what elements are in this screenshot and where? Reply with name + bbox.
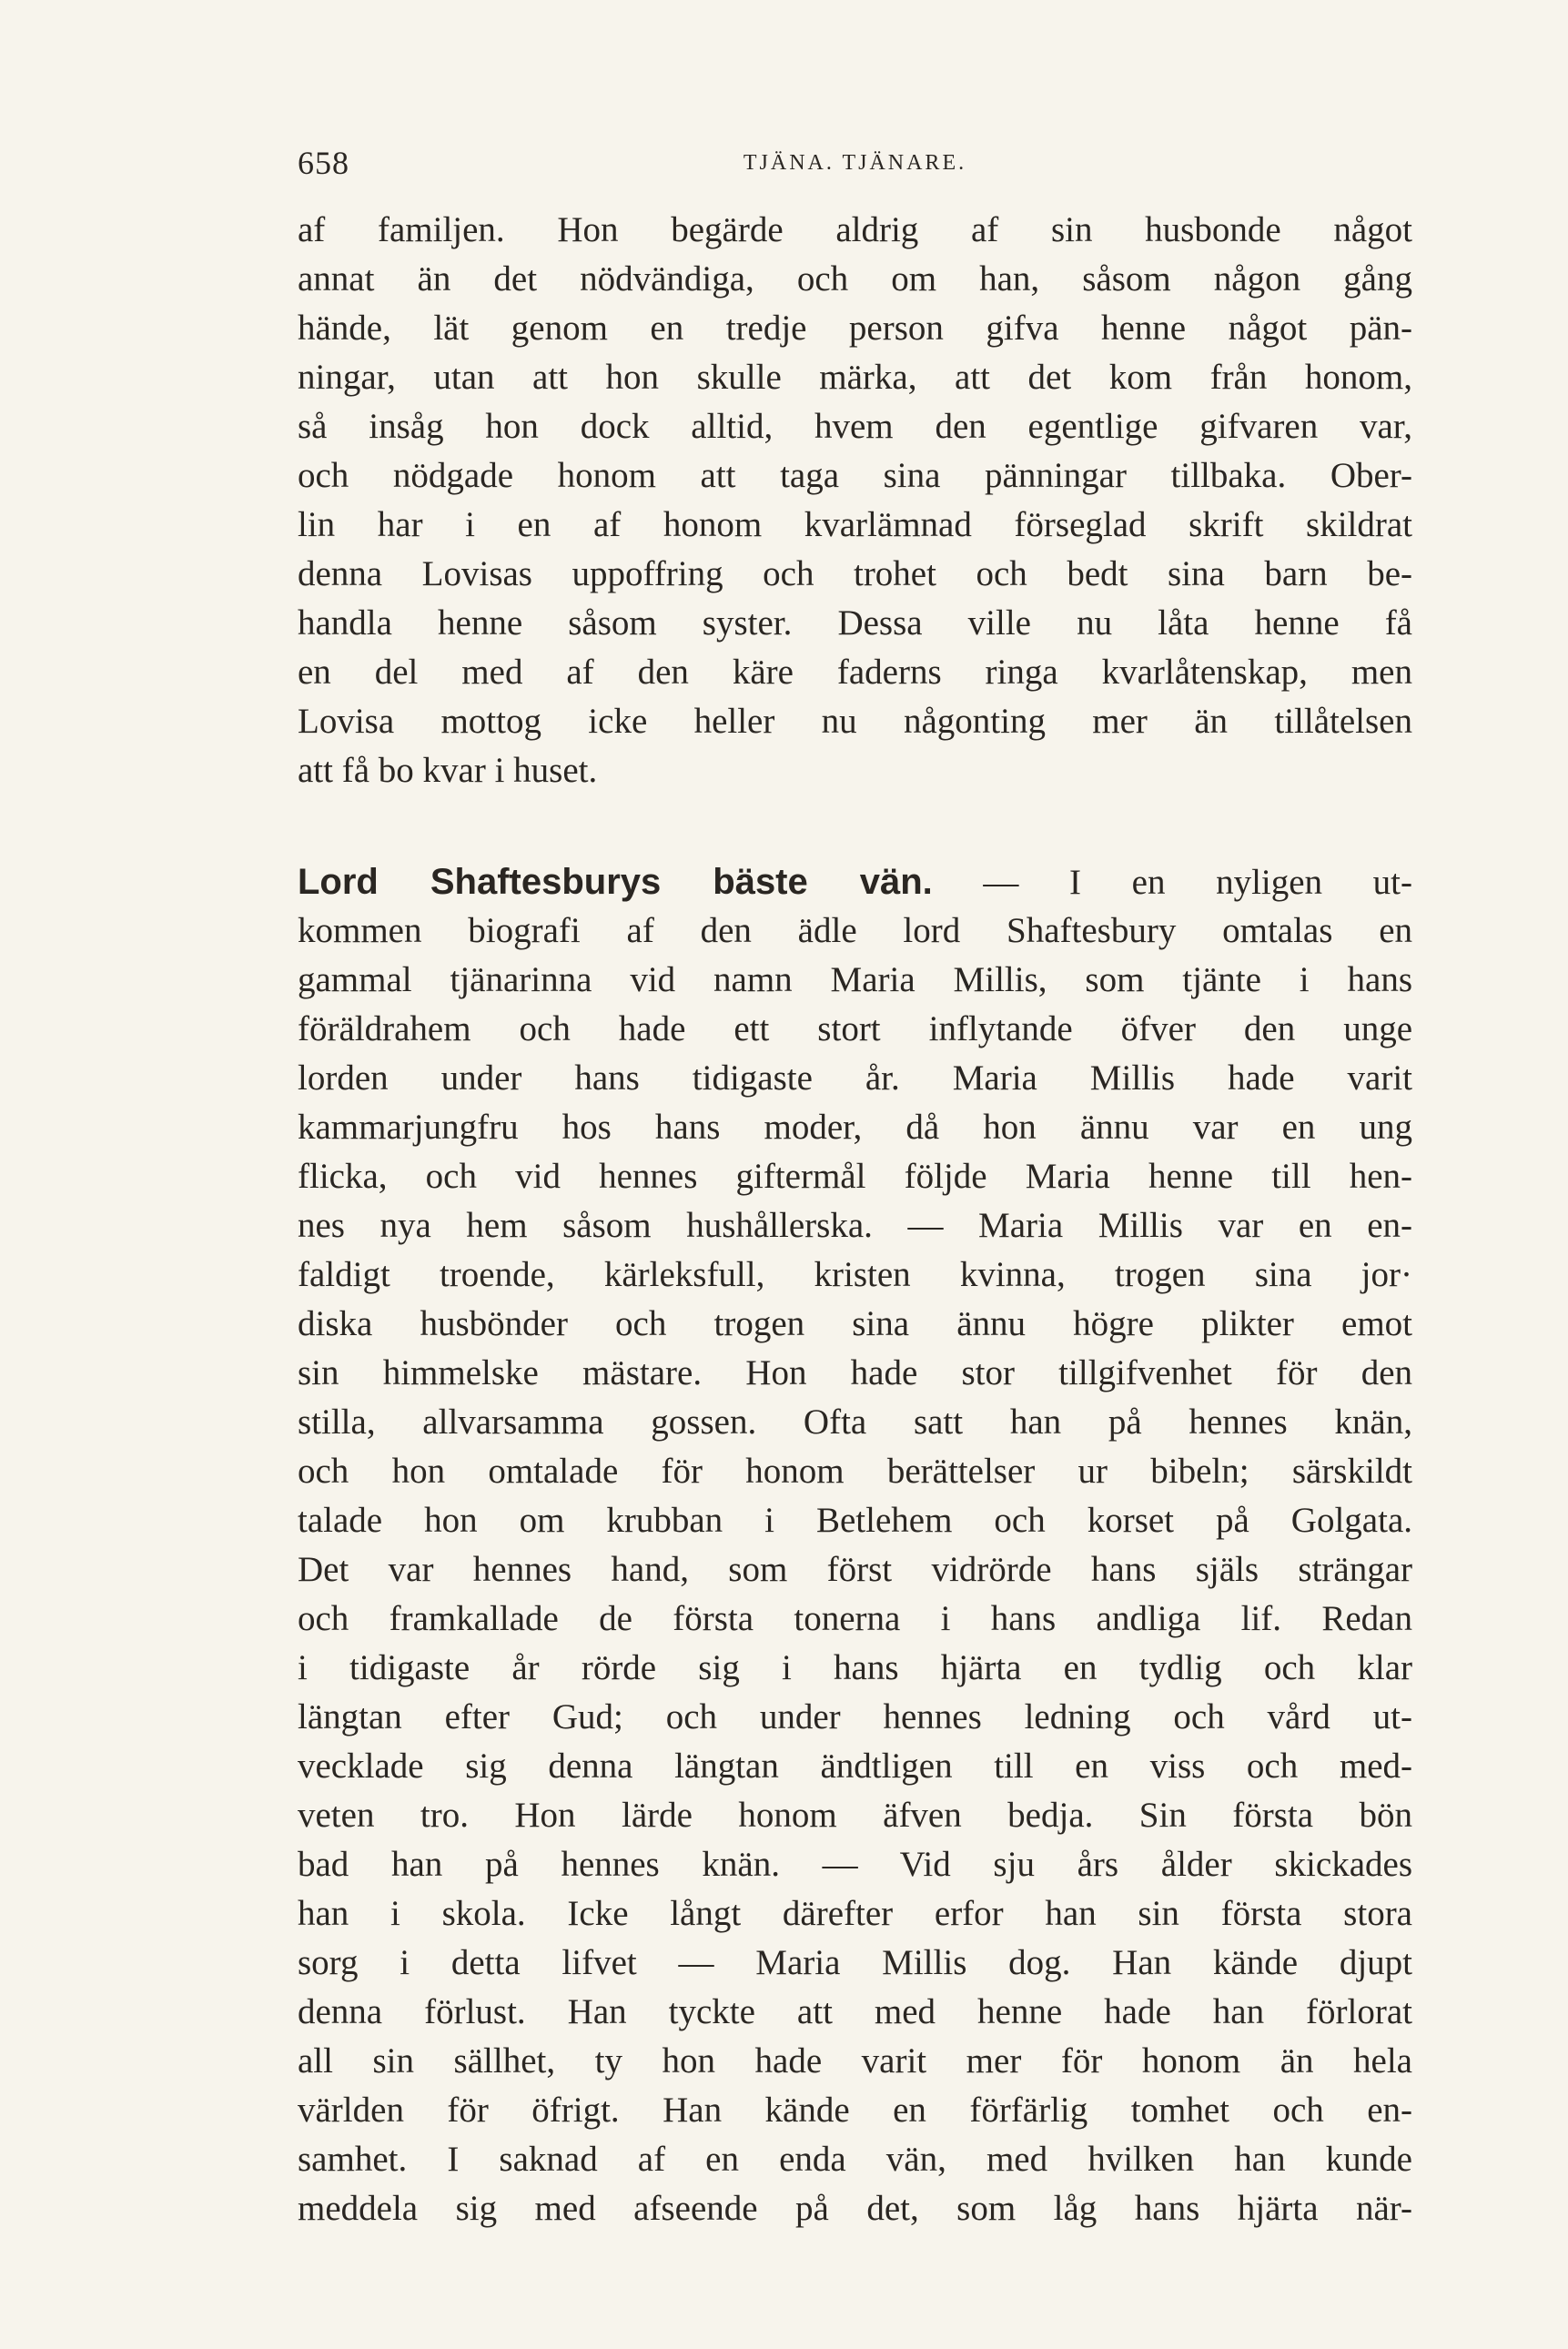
text-line: sin himmelske mästare. Hon hade stor tillgifvenhet för den bbox=[298, 1353, 1412, 1392]
text-line: all sin sällhet, ty hon hade varit mer för honom än hela bbox=[298, 2041, 1412, 2081]
text-line: och framkallade de första tonerna i hans andliga lif. Redan bbox=[298, 1599, 1412, 1638]
text-line: så insåg hon dock alltid, hvem den egentlige gifvaren var, bbox=[298, 407, 1412, 446]
text-line: föräldrahem och hade ett stort inflytande öfver den unge bbox=[298, 1009, 1412, 1048]
text-line: sorg i detta lifvet — Maria Millis dog. Han kände djupt bbox=[298, 1943, 1412, 1982]
text-line: Lovisa mottog icke heller nu någonting mer än tillåtelsen bbox=[298, 702, 1412, 741]
running-title: TJÄNA. TJÄNARE. bbox=[743, 151, 967, 175]
text-line: en del med af den käre faderns ringa kvarlåtenskap, men bbox=[298, 653, 1412, 692]
text-line: denna Lovisas uppoffring och trohet och bedt sina barn be- bbox=[298, 554, 1412, 593]
section-heading: Lord Shaftesburys bäste vän. bbox=[298, 862, 933, 902]
page-number: 658 bbox=[298, 145, 349, 181]
text-line: vecklade sig denna längtan ändtligen till en viss och med- bbox=[298, 1747, 1412, 1786]
text-line: hände, lät genom en tredje person gifva henne något pän- bbox=[298, 309, 1412, 348]
text-line: handla henne såsom syster. Dessa ville nu låta henne få bbox=[298, 603, 1412, 643]
text-line: veten tro. Hon lärde honom äfven bedja. Sin första bön bbox=[298, 1796, 1412, 1835]
text-line: lin har i en af honom kvarlämnad förseglad skrift skildrat bbox=[298, 505, 1412, 544]
text-line: nes nya hem såsom hushållerska. — Maria Millis var en en- bbox=[298, 1206, 1412, 1245]
text-line: kammarjungfru hos hans moder, då hon ännu var en ung bbox=[298, 1108, 1412, 1147]
text-line: lorden under hans tidigaste år. Maria Millis hade varit bbox=[298, 1058, 1412, 1098]
text-line: denna förlust. Han tyckte att med henne hade han förlorat bbox=[298, 1992, 1412, 2031]
text-line: längtan efter Gud; och under hennes ledning och vård ut- bbox=[298, 1697, 1412, 1736]
section-first-line bbox=[298, 857, 1412, 906]
text-line: ningar, utan att hon skulle märka, att det kom från honom, bbox=[298, 358, 1412, 397]
text-line: gammal tjänarinna vid namn Maria Millis, som tjänte i hans bbox=[298, 960, 1412, 999]
text-line: stilla, allvarsamma gossen. Ofta satt han på hennes knän, bbox=[298, 1402, 1412, 1442]
text-line: att få bo kvar i huset. bbox=[298, 751, 598, 790]
text-line: flicka, och vid hennes giftermål följde Maria henne till hen- bbox=[298, 1157, 1412, 1196]
text-line: faldigt troende, kärleksfull, kristen kvinna, trogen sina jor· bbox=[298, 1255, 1412, 1294]
running-head bbox=[298, 144, 1412, 189]
text-line: samhet. I saknad af en enda vän, med hvilken han kunde bbox=[298, 2140, 1412, 2179]
text-line: och nödgade honom att taga sina pänningar tillbaka. Ober- bbox=[298, 456, 1412, 495]
text-line: Det var hennes hand, som först vidrörde hans själs strängar bbox=[298, 1550, 1412, 1589]
text-line: diska husbönder och trogen sina ännu högre plikter emot bbox=[298, 1304, 1412, 1343]
text-line: världen för öfrigt. Han kände en förfärlig tomhet och en- bbox=[298, 2091, 1412, 2130]
text-line: meddela sig med afseende på det, som låg hans hjärta när- bbox=[298, 2189, 1412, 2228]
text-line: och hon omtalade för honom berättelser ur bibeln; särskildt bbox=[298, 1452, 1412, 1491]
text-line: han i skola. Icke långt därefter erfor han sin första stora bbox=[298, 1894, 1412, 1933]
section-shaftesbury bbox=[298, 857, 1412, 2233]
section-heading-continuation: — I en nyligen ut- bbox=[932, 863, 1412, 902]
text-line: af familjen. Hon begärde aldrig af sin husbonde något bbox=[298, 210, 1412, 249]
text-line: annat än det nödvändiga, och om han, såsom någon gång bbox=[298, 259, 1412, 299]
text-line: talade hon om krubban i Betlehem och korset på Golgata. bbox=[298, 1501, 1412, 1540]
paragraph-familjen bbox=[298, 206, 1412, 795]
text-line: bad han på hennes knän. — Vid sju års ålder skickades bbox=[298, 1845, 1412, 1884]
text-line: kommen biografi af den ädle lord Shaftesbury omtalas en bbox=[298, 911, 1412, 950]
text-line: i tidigaste år rörde sig i hans hjärta en tydlig och klar bbox=[298, 1648, 1412, 1687]
